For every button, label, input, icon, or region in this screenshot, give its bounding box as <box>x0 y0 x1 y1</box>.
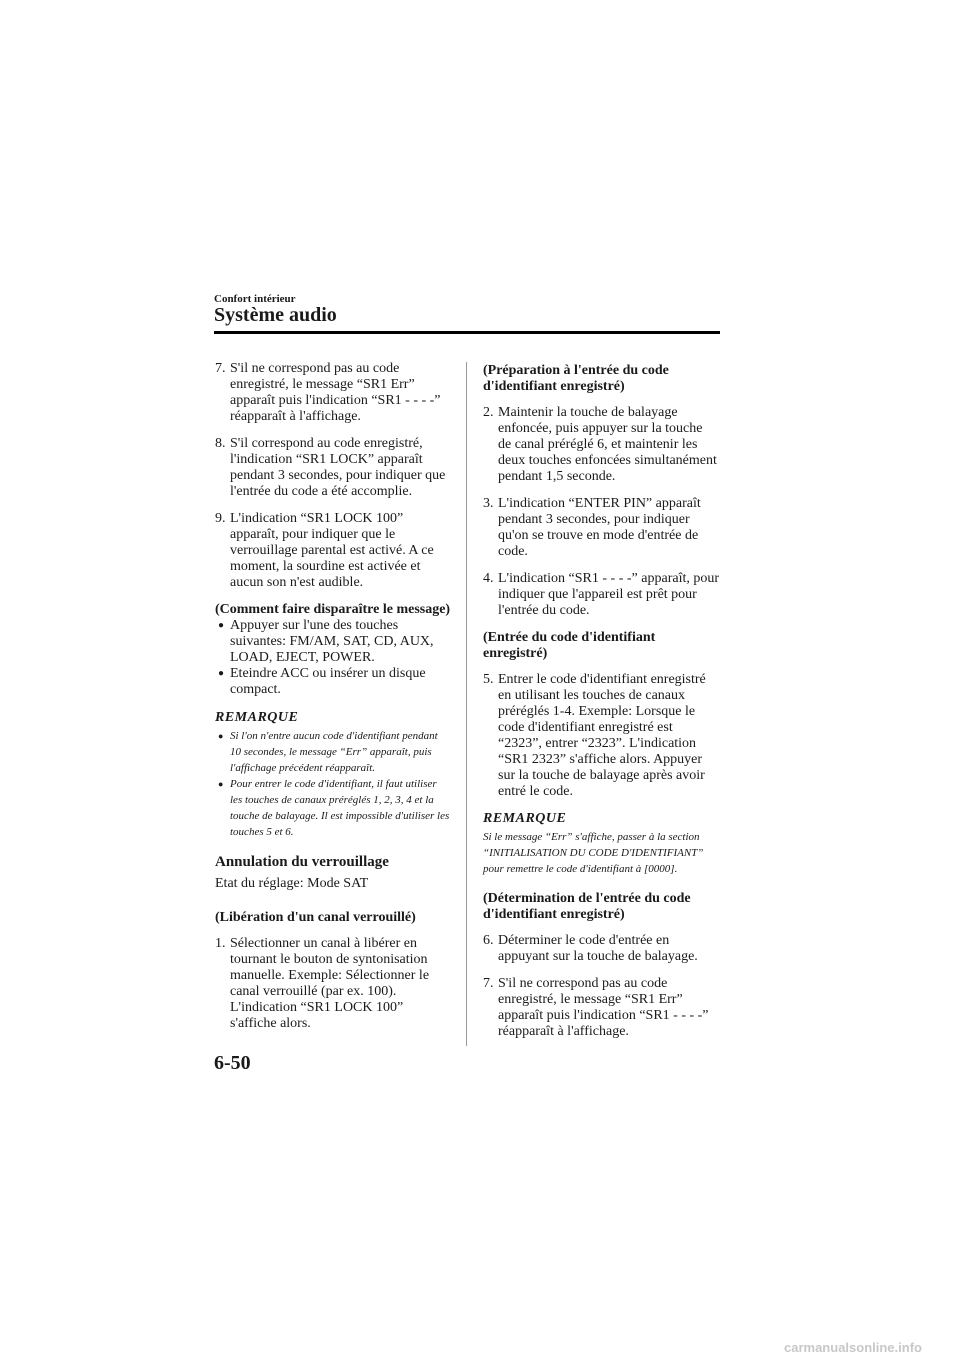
remark-heading: REMARQUE <box>483 811 567 826</box>
bullet-icon: ● <box>218 668 225 679</box>
bullet-icon: ● <box>218 731 224 741</box>
remark-list <box>215 728 451 840</box>
page-title: Système audio <box>214 304 337 326</box>
setting-state: Etat du réglage: Mode SAT <box>215 876 369 891</box>
step-number: 1. <box>215 936 226 951</box>
right-column <box>483 361 719 1051</box>
step-text: S'il correspond au code enregistré, l'indication “SR1 LOCK” apparaît pendant 3 secondes, pour indiquer que l'entrée du code a été accomplie. <box>230 436 446 499</box>
list-item <box>215 618 451 666</box>
step-text: L'indication “SR1 - - - -” apparaît, pour indiquer que l'appareil est prêt pour l'entrée du code. <box>498 571 720 618</box>
bullet-list <box>215 618 451 698</box>
cancel-lock-heading: Annulation du verrouillage <box>215 854 389 870</box>
step-9 <box>215 511 451 591</box>
page-number: 6-50 <box>214 1052 251 1074</box>
step-number: 3. <box>483 496 494 511</box>
step-text: S'il ne correspond pas au code enregistré, le message “SR1 Err” apparaît puis l'indication “SR1 - - - -” réapparaît à l'affichage. <box>498 976 709 1039</box>
remark-text: Pour entrer le code d'identifiant, il faut utiliser les touches de canaux préréglés 1, 2, 3, 4 et la touche de balayage. Il est impossible d'utiliser les touches 5 et 6. <box>230 778 450 838</box>
step-8 <box>215 436 451 500</box>
bullet-text: Appuyer sur l'une des touches suivantes: FM/AM, SAT, CD, AUX, LOAD, EJECT, POWER. <box>230 618 434 665</box>
step-7 <box>215 361 451 425</box>
step-text: L'indication “SR1 LOCK 100” apparaît, pour indiquer que le verrouillage parental est activé. A ce moment, la sourdine est activée et aucun son n'est audible. <box>230 511 434 590</box>
step-number: 7. <box>215 361 226 376</box>
step-text: Déterminer le code d'entrée en appuyant sur la touche de balayage. <box>498 933 698 964</box>
step-number: 8. <box>215 436 226 451</box>
remark-text: Si le message “Err” s'affiche, passer à la section “INITIALISATION DU CODE D'IDENTIFIANT” pour remettre le code d'identifiant à [0000]. <box>483 831 704 875</box>
section-label: Confort intérieur <box>214 293 296 305</box>
step-number: 6. <box>483 933 494 948</box>
step-4 <box>483 571 719 619</box>
list-item <box>215 728 451 776</box>
step-number: 7. <box>483 976 494 991</box>
step-text: Sélectionner un canal à libérer en tournant le bouton de syntonisation manuelle. Exemple: Sélectionner le canal verrouillé (par ex. 100). L'indication “SR1 LOCK 100” s'affiche alors. <box>230 936 430 1031</box>
step-5 <box>483 672 719 800</box>
step-7b <box>483 976 719 1040</box>
step-number: 9. <box>215 511 226 526</box>
step-number: 4. <box>483 571 494 586</box>
step-3 <box>483 496 719 560</box>
step-text: L'indication “ENTER PIN” apparaît pendant 3 secondes, pour indiquer qu'on se trouve en mode d'entrée de code. <box>498 496 701 559</box>
left-column <box>215 361 451 1043</box>
watermark: carmanualsonline.info <box>784 1340 922 1355</box>
preparation-heading: (Préparation à l'entrée du code d'identifiant enregistré) <box>483 363 669 394</box>
bullet-icon: ● <box>218 620 225 631</box>
step-1 <box>215 936 451 1032</box>
step-text: Entrer le code d'identifiant enregistré en utilisant les touches de canaux préréglés 1-4. Exemple: Lorsque le code d'identifiant enregistré est “2323”, entrer “2323”. L'indication “SR1 2323” s'affiche alors. Appuyer sur la touche de balayage après avoir entré le code. <box>498 672 706 799</box>
step-number: 2. <box>483 405 494 420</box>
list-item <box>215 776 451 840</box>
column-divider <box>466 362 467 1046</box>
determination-heading: (Détermination de l'entrée du code d'identifiant enregistré) <box>483 891 691 922</box>
step-text: S'il ne correspond pas au code enregistré, le message “SR1 Err” apparaît puis l'indication “SR1 - - - -” réapparaît à l'affichage. <box>230 361 441 424</box>
code-entry-heading: (Entrée du code d'identifiant enregistré) <box>483 630 656 661</box>
list-item <box>215 666 451 698</box>
bullet-icon: ● <box>218 779 224 789</box>
step-text: Maintenir la touche de balayage enfoncée, puis appuyer sur la touche de canal préréglé 6, et maintenir les deux touches enfoncées simultanément pendant 1,5 seconde. <box>498 405 717 484</box>
bullet-text: Eteindre ACC ou insérer un disque compact. <box>230 666 426 697</box>
clear-message-heading: (Comment faire disparaître le message) <box>215 602 451 617</box>
step-2 <box>483 405 719 485</box>
step-6 <box>483 933 719 965</box>
header-rule <box>214 331 720 334</box>
step-number: 5. <box>483 672 494 687</box>
release-channel-heading: (Libération d'un canal verrouillé) <box>215 910 416 925</box>
remark-text: Si l'on n'entre aucun code d'identifiant pendant 10 secondes, le message “Err” apparaît, puis l'affichage précédent réapparaît. <box>230 730 438 774</box>
remark-heading: REMARQUE <box>215 710 299 725</box>
